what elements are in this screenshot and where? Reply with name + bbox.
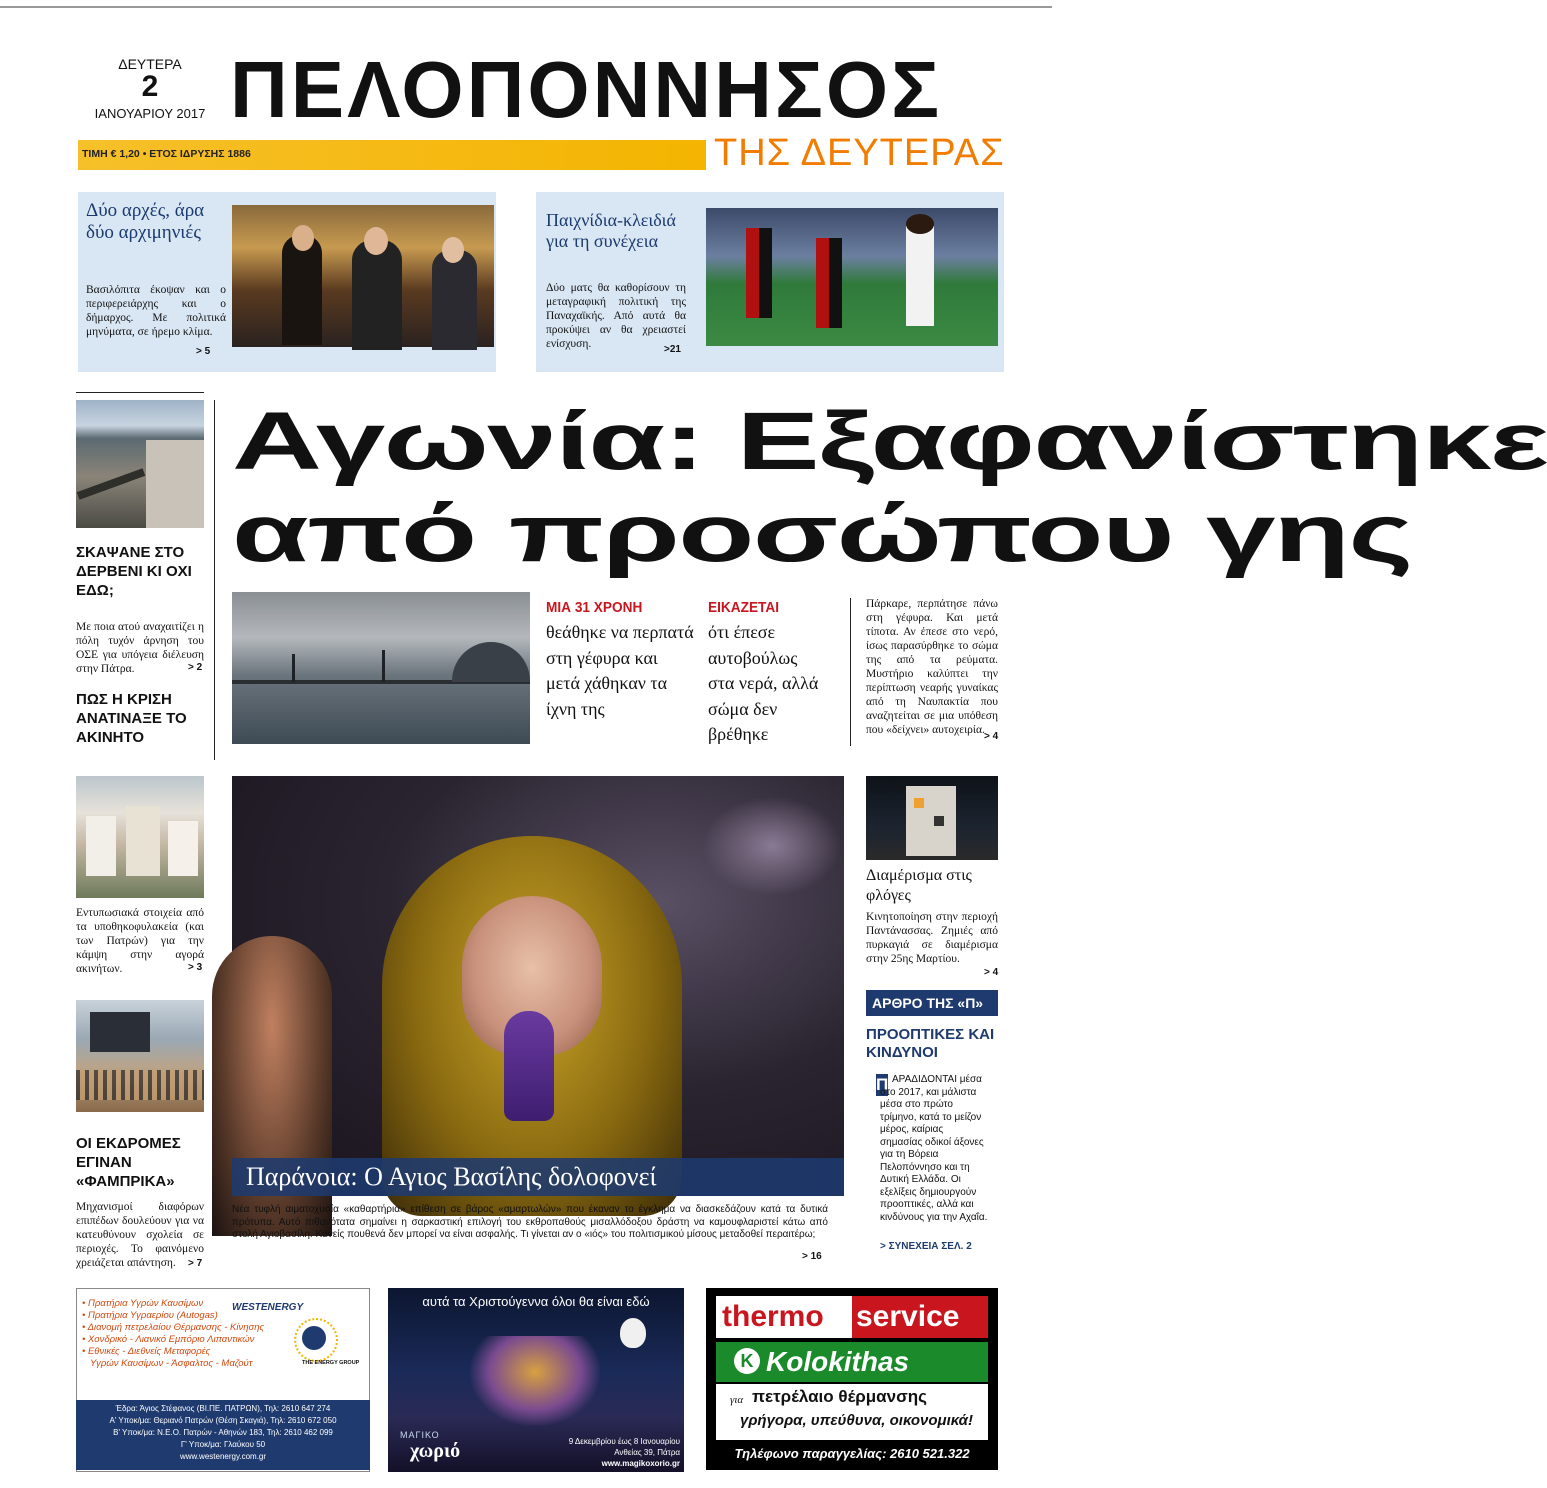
- thermo-word1: thermo: [722, 1300, 824, 1333]
- kolokithas-logo-initial: K: [740, 1351, 754, 1371]
- left-story-2-text: Εντυπωσιακά στοιχεία από τα υποθηκοφυλακεία (και των Πατρών) για την κάμψη στην αγορά ακινήτων.: [76, 907, 204, 975]
- main-photo-caption-title: Παράνοια: Ο Αγιος Βασίλης δολοφονεί: [246, 1162, 657, 1191]
- left-col-top-rule: [76, 392, 204, 393]
- left-story-3-page: > 7: [188, 1258, 203, 1269]
- westenergy-service-5: • Εθνικές - Διεθνείς Μεταφορές: [82, 1346, 211, 1357]
- left-story-3-text: Μηχανισμοί διαφόρων επιπέδων δουλεύουν για να κατευθύνουν σχολεία σε περιοχές. Το φαινόμενο χρειάζεται απάντηση.: [76, 1201, 204, 1269]
- lead-separator: [214, 400, 215, 760]
- lead-headline-line-2: από προσώπου γης: [232, 488, 1412, 579]
- fire-page: > 4: [984, 967, 999, 978]
- masthead-month-year: ΙΑΝΟΥΑΡΙΟΥ 2017: [94, 106, 206, 121]
- excursion-photo: [76, 1000, 204, 1112]
- magiko-logo-top: ΜΑΓΙΚΟ: [400, 1430, 440, 1440]
- port-photo: [76, 400, 204, 528]
- fire-text: Κινητοποίηση στην περιοχή Παντάνασσας. Ζημιές από πυρκαγιά σε διαμέρισμα στην 25ης Μαρτίου.: [866, 911, 998, 965]
- left-story-1-headline: ΣΚΑΨΑΝΕ ΣΤΟ ΔΕΡΒΕΝΙ ΚΙ ΟΧΙ ΕΔΩ;: [76, 544, 192, 599]
- lead-page: > 4: [984, 731, 999, 742]
- masthead-title: ΠΕΛΟΠΟΝΝΗΣΟΣ: [230, 45, 943, 134]
- left-story-2-headline: ΠΩΣ Η ΚΡΙΣΗ ΑΝΑΤΙΝΑΞΕ ΤΟ ΑΚΙΝΗΤΟ: [76, 691, 187, 746]
- westenergy-address-4: Γ' Υποκ/μα: Γλαύκου 50: [180, 1440, 266, 1449]
- thermo-line2: γρήγορα, υπεύθυνα, οικονομικά!: [740, 1412, 973, 1429]
- city-photo: [76, 776, 204, 898]
- masthead-day: ΔΕΥΤΕΡΑ: [118, 56, 182, 72]
- article-continue-link[interactable]: > ΣΥΝΕΧΕΙΑ ΣΕΛ. 2: [880, 1241, 972, 1252]
- lead-col1-text: θεάθηκε να περπατά στη γέφυρα και μετά χάθηκαν τα ίχνη της: [546, 622, 694, 719]
- thermo-phone: Τηλέφωνο παραγγελίας: 2610 521.322: [734, 1446, 970, 1461]
- teaser-2-photo: [706, 208, 998, 346]
- magiko-carousel-illustration: [470, 1336, 600, 1426]
- left-story-1-page: > 2: [188, 662, 203, 673]
- teaser-2-page: >21: [664, 344, 681, 355]
- teaser-1-headline: Δύο αρχές, άρα δύο αρχιμηνιές: [86, 200, 205, 243]
- teaser-2-headline: Παιχνίδια-κλειδιά για τη συνέχεια: [546, 210, 676, 251]
- westenergy-brand: WESTENERGY: [232, 1302, 304, 1313]
- article-headline: ΠΡΟΟΠΤΙΚΕΣ ΚΑΙ ΚΙΝΔΥΝΟΙ: [866, 1026, 995, 1061]
- article-label: ΑΡΘΡΟ ΤΗΣ «Π»: [872, 995, 984, 1011]
- fire-headline: Διαμέρισμα στις φλόγες: [866, 867, 972, 904]
- magiko-info: [520, 1436, 680, 1469]
- westenergy-service-6: Υγρών Καυσίμων - Άσφαλτος - Μαζούτ: [90, 1358, 253, 1369]
- lead-col3-separator: [850, 598, 851, 746]
- left-story-3-headline: ΟΙ ΕΚΔΡΟΜΕΣ ΕΓΙΝΑΝ «ΦΑΜΠΡΙΚΑ»: [76, 1135, 181, 1190]
- main-photo-page: > 16: [802, 1251, 822, 1262]
- magiko-website[interactable]: www.magikoxorio.gr: [601, 1459, 680, 1468]
- left-story-1-text: Με ποια ατού αναχαιτίζει η πόλη τυχόν άρνηση του ΟΣΕ για υπόγεια διέλευση στην Πάτρα.: [76, 621, 204, 675]
- westenergy-service-2: • Πρατήρια Υγραερίου (Autogas): [82, 1310, 218, 1321]
- lead-col2-kicker: ΕΙΚΑΖΕΤΑΙ: [708, 598, 780, 616]
- westenergy-address-3: Β' Υποκ/μα: Ν.Ε.Ο. Πατρών - Αθηνών 183, Τηλ: 2610 462 099: [113, 1428, 333, 1437]
- masthead-date-number: 2: [141, 70, 159, 103]
- thermo-word2: service: [856, 1300, 960, 1333]
- thermo-line1-small: για: [730, 1394, 744, 1406]
- teaser-1-text: Βασιλόπιτα έκοψαν και ο περιφερειάρχης και ο δήμαρχος. Με πολιτικά μηνύματα, σε ήρεμο κλίμα.: [86, 284, 226, 338]
- westenergy-website[interactable]: www.westenergy.com.gr: [179, 1452, 267, 1461]
- westenergy-logo-core: [302, 1326, 326, 1350]
- westenergy-address-2: Α' Υποκ/μα: Θεριανό Πατρών (Θέση Σκαγιά), Τηλ: 2610 672 050: [109, 1416, 337, 1425]
- westenergy-service-4: • Χονδρικό - Λιανικό Εμπόριο Λιπαντικών: [82, 1334, 255, 1345]
- price-line: ΤΙΜΗ € 1,20 • ΕΤΟΣ ΙΔΡΥΣΗΣ 1886: [82, 148, 251, 160]
- thermo-line1: πετρέλαιο θέρμανσης: [752, 1387, 927, 1406]
- lead-col3-text: Πάρκαρε, περπάτησε πάνω στη γέφυρα. Και μετά τίποτα. Αν έπεσε στο νερό, ίσως παρασύρθηκε το σώμα της από τα ρεύματα. Μυστήριο καλύπτει την περίπτωση νεαρής γυναίκας από τη Ναυπακτία που αναζητείται σε μια υπόθεση που «δείχνει» αυτοχειρία.: [866, 598, 998, 736]
- westenergy-service-1: • Πρατήρια Υγρών Καυσίμων: [82, 1298, 204, 1309]
- masthead-subtitle: ΤΗΣ ΔΕΥΤΕΡΑΣ: [714, 132, 1005, 174]
- lead-col1-kicker: ΜΙΑ 31 ΧΡΟΝΗ: [546, 598, 643, 616]
- top-rule: [0, 6, 1052, 8]
- westenergy-brand-sub: THE ENERGY GROUP: [302, 1360, 360, 1366]
- magiko-tagline: αυτά τα Χριστούγεννα όλοι θα είναι εδώ: [422, 1294, 650, 1309]
- westenergy-address-1: Έδρα: Άγιος Στέφανος (ΒΙ.ΠΕ. ΠΑΤΡΩΝ), Τηλ: 2610 647 274: [115, 1404, 331, 1413]
- westenergy-addresses: [80, 1403, 366, 1463]
- balloon-icon: [620, 1318, 646, 1348]
- main-photo-caption-text: Νέα τυφλή αιματοχυσία «καθαρτήρια» επίθεση σε βάρος «αμαρτωλών» που έκαναν το έγκλημα να διασκεδάζουν κατά τα δυτικά πρότυπα. Αυτό πιθανότατα σημαίνει η σαρκαστική επιλογή του εκθροπαθούς μισαλλόδοξου δράστη να καμουφλαριστεί κάτω από στολή Αγιοβασίλη. Κανείς πουθενά δεν μπορεί να είναι ασφαλής. Τι γίνεται αν ο «ιός» του πολιτισμικού μίσους μεταδοθεί περαιτέρω;: [232, 1204, 828, 1240]
- magiko-logo-bottom: χωριό: [410, 1440, 461, 1462]
- article-text: ΑΡΑΔΙΔΟΝΤΑΙ μέσα στο 2017, και μάλιστα μέσα στο πρώτο τρίμηνο, κατά το μείζον μέρος, καίριας σημασίας οδικοί άξονες για τη Βόρεια Πελοπόννησο και τη Δυτική Ελλάδα. Οι εξελίξεις δημιουργούν προοπτικές, αλλά και κινδύνους για την Αχαΐα.: [880, 1074, 988, 1223]
- teaser-2-text: Δύο ματς θα καθορίσουν τη μεταγραφική πολιτική της Παναχαϊκής. Από αυτά θα προκύψει αν θα χρειαστεί ενίσχυση.: [546, 282, 686, 350]
- westenergy-service-3: • Διανομή πετρελαίου Θέρμανσης - Κίνησης: [82, 1322, 265, 1333]
- left-story-2-page: > 3: [188, 962, 203, 973]
- lead-headline-line-1: Αγωνία: Εξαφανίστηκε: [232, 396, 1547, 487]
- teaser-1-photo: [232, 205, 494, 347]
- fire-photo: [866, 776, 998, 860]
- main-photo: [232, 776, 844, 1196]
- magiko-address: Ανθείας 39, Πάτρα: [614, 1448, 680, 1457]
- thermo-brand: Kolokithas: [766, 1346, 910, 1377]
- article-drop-cap: Π: [876, 1075, 889, 1094]
- bridge-photo: [232, 592, 530, 744]
- lead-col2-text: ότι έπεσε αυτοβούλως στα νερά, αλλά σώμα δεν βρέθηκε: [708, 622, 819, 744]
- teaser-1-page: > 5: [196, 346, 211, 357]
- magiko-dates: 9 Δεκεμβρίου έως 8 Ιανουαρίου: [568, 1437, 680, 1446]
